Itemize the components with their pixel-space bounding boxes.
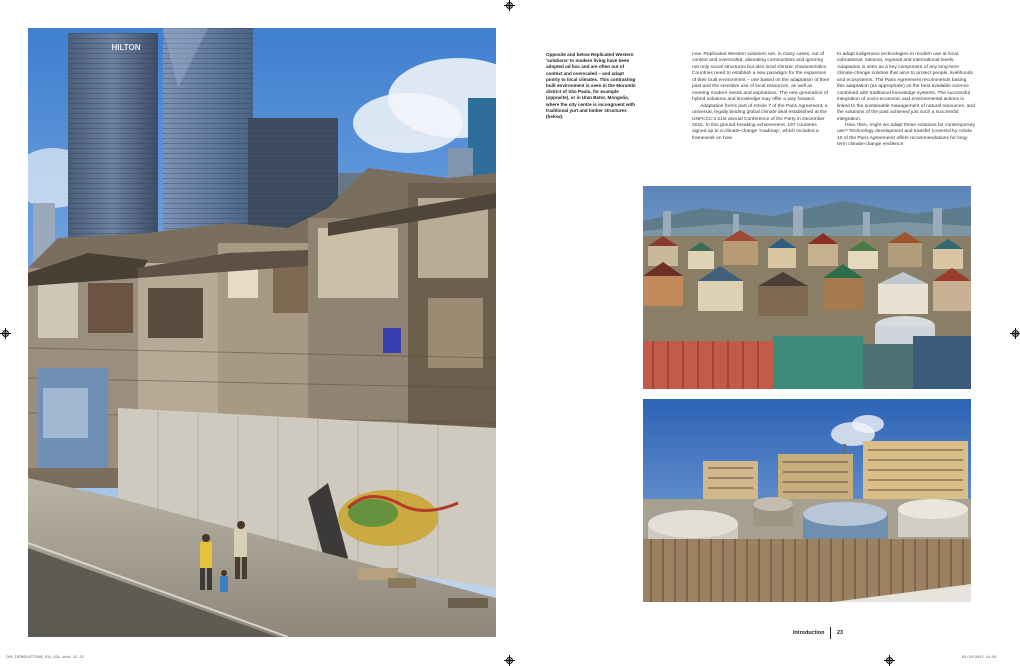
registration-mark-bottom-left (506, 657, 513, 664)
body-column-2 (837, 52, 975, 149)
body-paragraph: to adapt indigenous technologies to modern use at local, subnational, national, regional and international levels. Adaptation is seen as a key component of any long-term climate-change solution that aims to protect people, livelihoods and ecosystems. The Paris Agreement recommends basing this adaptation (as appropriate) on the best available science combined with traditional knowledge systems. The successful integration of socio-economic and environmental actions is linked to the sustainable management of natural resources, and the solutions of the past achieved just such a successful integration. (837, 52, 975, 122)
photo-caption: Opposite and below Replicated Western 'solutions' to modern living have been adopted ad hoc and are often out of context and overscaled – and adapt poorly to local climates. This contrasting built environment is seen in the Morumbi district of São Paulo, for example (opposite), or in Ulan Bator, Mongolia, where the city centre is incongruent with traditional yurt and timber structures (below). (546, 52, 636, 120)
registration-mark-top (506, 2, 513, 9)
running-footer-section: Introduction (793, 630, 825, 636)
registration-mark-left (2, 330, 9, 337)
print-slug-left: CH0_INTRODUCTIONS_014_031.indd 22-23 (6, 656, 84, 660)
ulan-bator-city-photo (643, 186, 971, 389)
ulan-bator-yurt-photo (643, 399, 971, 602)
body-paragraph: Adaptation forms part of Article 7 of the Paris Agreement, a universal, legally binding global climate deal established at the UNFCCC's 21st annual Conference of the Party in December 2015. In this ground-breaking achievement, 197 countries signed up to a climate-change 'roadmap', which included a framework on how (692, 103, 828, 141)
registration-mark-bottom-right (886, 657, 893, 664)
body-paragraph: How, then, might we adapt these solutions for contemporary use? Technology development and transfer (covered by Article 10 of the Paris Agreement) offers recommendations for long-term climate-change resilience (837, 122, 975, 148)
hilton-sign: HILTON (111, 43, 141, 52)
footer-divider (830, 627, 831, 639)
registration-mark-right (1012, 330, 1019, 337)
page-number: 23 (837, 630, 843, 636)
body-paragraph: now. Replicated Western solutions are, in many cases, out of context and overscaled, alienating communities and ignoring not only social structures but also local climatic characteristics. Countries need to establish a new paradigm for the expansion of their built environment – one based on the adaptation of their past and the sensitive use of local resources, as well as meeting modern needs and aspirations. The new generation of hybrid solutions and knowledge may offer a way forward. (692, 52, 830, 103)
body-column-1 (692, 52, 830, 142)
sao-paulo-photo (28, 28, 496, 637)
print-slug-right: 03/10/2022 14:03 (962, 656, 997, 660)
